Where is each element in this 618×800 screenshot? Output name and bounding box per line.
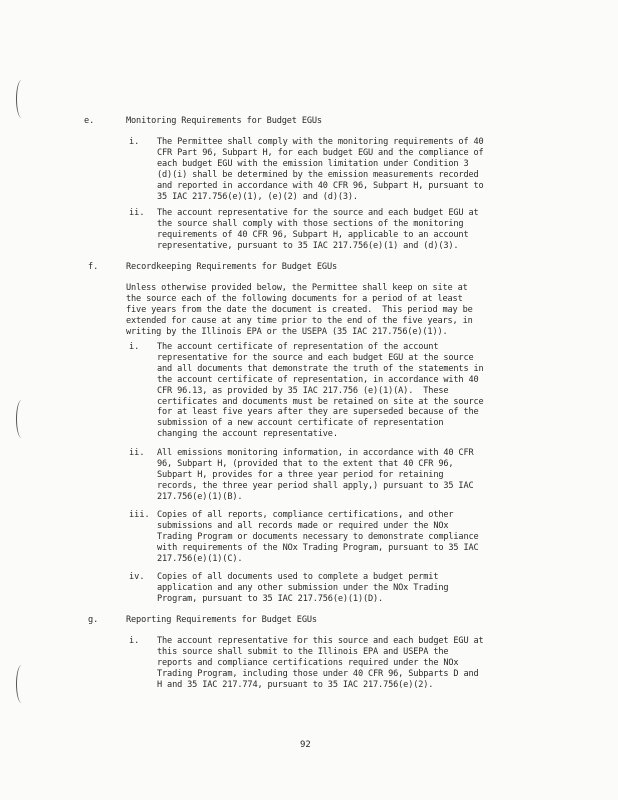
- section-e-item-text: The Permittee shall comply with the monitoring requirements of 40 CFR Part 96, Subpart H, for each budget EGU and the compliance of each budget EGU with the emission limitation under Condition 3 (d)(i) shall be determined by the emission measurements recorded and reported in accordance with 40 CFR 96, Subpart H, pursuant to 35 IAC 217.756(e)(1), (e)(2) and (d)(3).: [157, 137, 484, 202]
- section-f-item-text: All emissions monitoring information, in accordance with 40 CFR 96, Subpart H, (provided that to the extent that 40 CFR 96, Subpart H, provides for a three year period for retaining records, the three year period shall apply,) pursuant to 35 IAC 217.756(e)(1)(B).: [157, 448, 474, 502]
- section-f-item-text: The account certificate of representation of the account representative for the source and each budget EGU at the source and all documents that demonstrate the truth of the statements in the account certificate of representation, in accordance with 40 CFR 96.13, as provided by 35 IAC 217.756 (e)(1)(A). These certificates and documents must be retained on site at the source for at least five years after they are superseded because of the submission of a new account certificate of representation changing the account representative.: [157, 342, 484, 440]
- section-g-label: g.: [88, 615, 99, 625]
- section-f-item-label: i.: [129, 342, 140, 352]
- section-e-item-label: ii.: [129, 208, 145, 218]
- section-f-item-text: Copies of all reports, compliance certifications, and other submissions and all records made or required under the NOx Trading Program or documents necessary to demonstrate compliance with requirements of the NOx Trading Program, pursuant to 35 IAC 217.756(e)(1)(C).: [157, 510, 479, 564]
- section-f-label: f.: [88, 262, 99, 272]
- section-g-item-text: The account representative for this source and each budget EGU at this source shall submit to the Illinois EPA and USEPA the reports and compliance certifications required under the NOx Trading Program, including those under 40 CFR 96, Subparts D and H and 35 IAC 217.774, pursuant to 35 IAC 217.756(e)(2).: [157, 636, 484, 690]
- punch-hole-mark: [16, 400, 27, 438]
- section-f-intro: Unless otherwise provided below, the Permittee shall keep on site at the source each of the following documents for a period of at least five years from the date the document is created. This period may be extended for cause at any time prior to the end of the five years, in writing by the Illinois EPA or the USEPA (35 IAC 217.756(e)(1)).: [126, 283, 473, 337]
- punch-hole-mark: [16, 80, 27, 118]
- section-e-heading: Monitoring Requirements for Budget EGUs: [126, 116, 322, 126]
- section-e-label: e.: [84, 116, 95, 126]
- section-f-item-text: Copies of all documents used to complete a budget permit application and any other submission under the NOx Trading Program, pursuant to 35 IAC 217.756(e)(1)(D).: [157, 572, 449, 604]
- section-f-item-label: ii.: [129, 448, 145, 458]
- section-e-item-text: The account representative for the source and each budget EGU at the source shall comply with those sections of the monitoring requirements of 40 CFR 96, Subpart H, applicable to an account representative, pursuant to 35 IAC 217.756(e)(1) and (d)(3).: [157, 208, 479, 251]
- section-g-item-label: i.: [129, 636, 140, 646]
- section-f-item-label: iii.: [129, 510, 150, 520]
- section-g-heading: Reporting Requirements for Budget EGUs: [126, 615, 317, 625]
- section-f-heading: Recordkeeping Requirements for Budget EGUs: [126, 262, 338, 272]
- punch-hole-mark: [16, 665, 27, 703]
- section-f-item-label: iv.: [129, 572, 145, 582]
- page-number: 92: [300, 740, 311, 750]
- section-e-item-label: i.: [129, 137, 140, 147]
